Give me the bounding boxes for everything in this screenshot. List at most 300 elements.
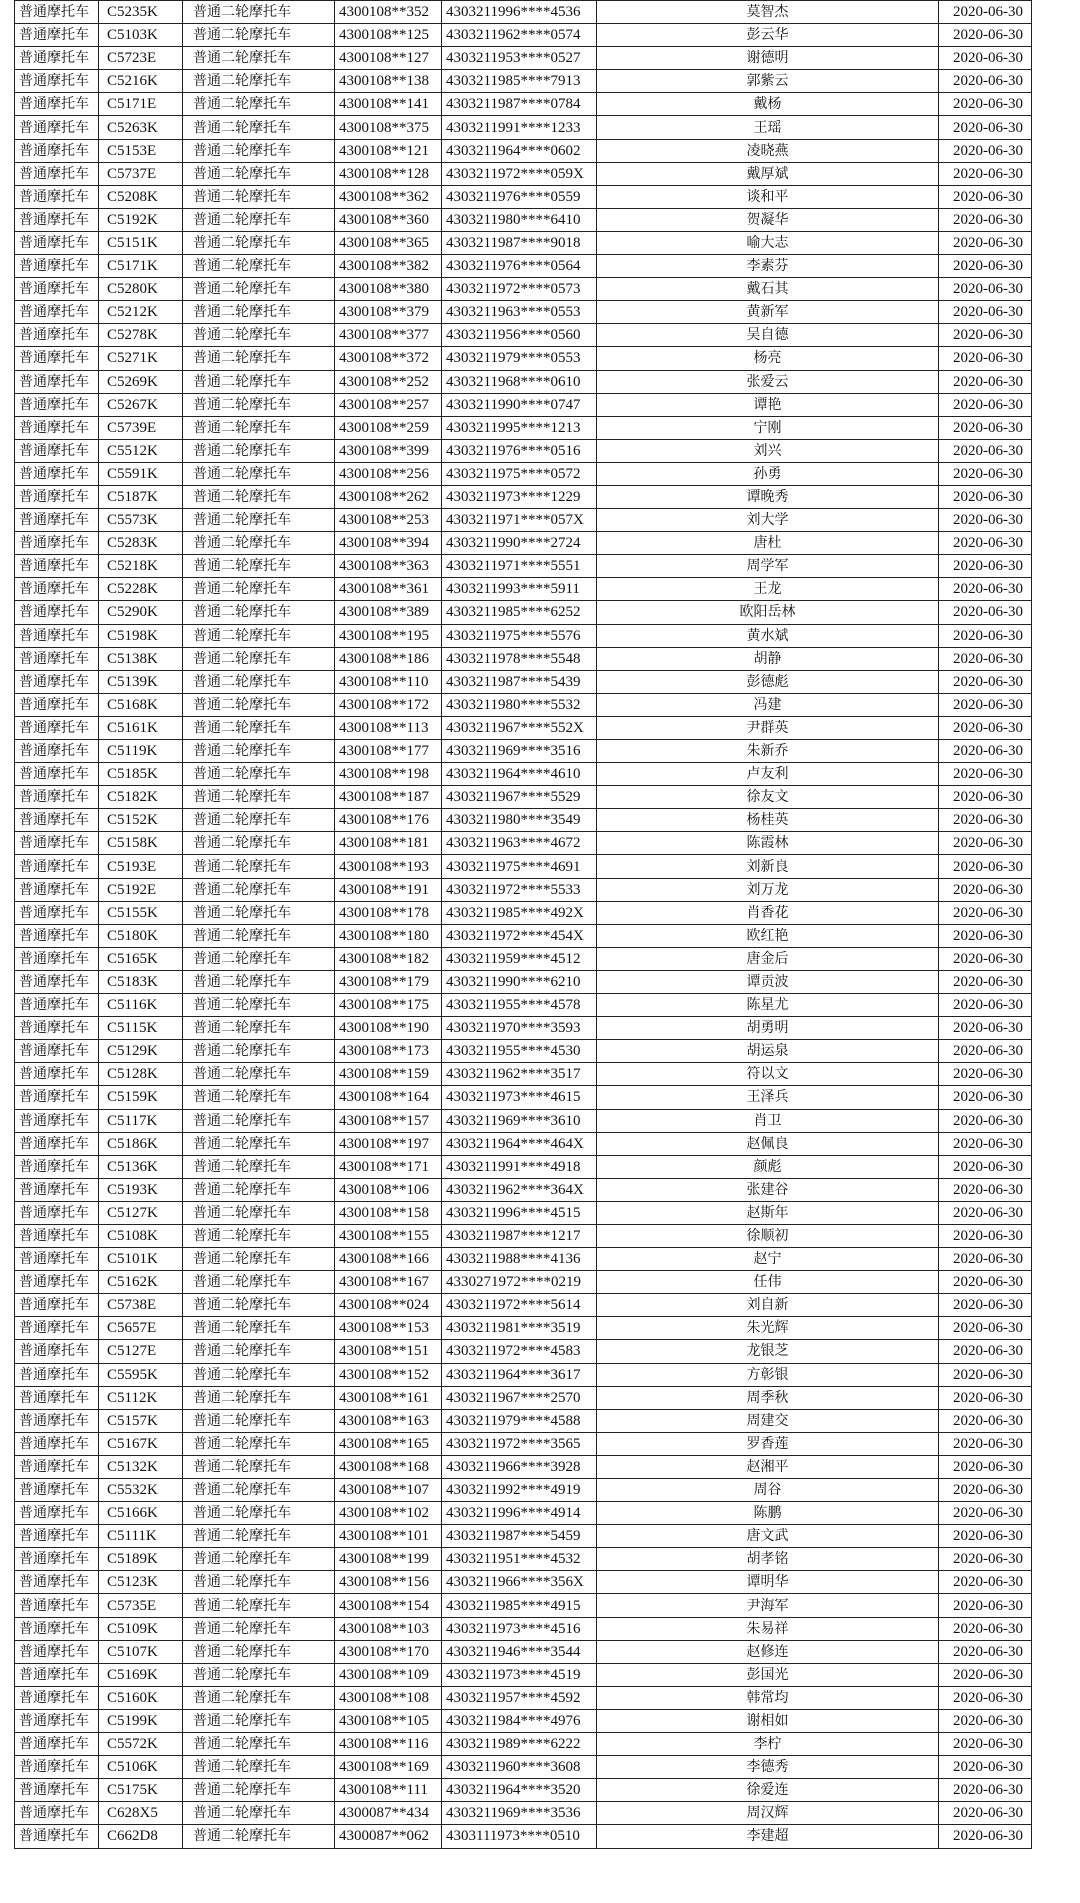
license-type-cell: 普通摩托车 — [15, 185, 99, 208]
license-number-cell: 4300108**106 — [335, 1178, 442, 1201]
license-type-cell: 普通摩托车 — [15, 509, 99, 532]
table-row — [15, 1548, 1032, 1571]
id-number-cell: 4303211971****5551 — [442, 555, 597, 578]
vehicle-class-cell: 普通二轮摩托车 — [183, 1363, 335, 1386]
id-number-cell: 4303211964****3617 — [442, 1363, 597, 1386]
exam-code-cell: C5106K — [99, 1756, 183, 1779]
date-cell: 2020-06-30 — [939, 947, 1032, 970]
table-row — [15, 416, 1032, 439]
table-row — [15, 832, 1032, 855]
exam-code-cell: C5198K — [99, 624, 183, 647]
license-type-cell: 普通摩托车 — [15, 740, 99, 763]
id-number-cell: 4303211970****3593 — [442, 1017, 597, 1040]
date-cell: 2020-06-30 — [939, 786, 1032, 809]
date-cell: 2020-06-30 — [939, 1802, 1032, 1825]
date-cell: 2020-06-30 — [939, 1271, 1032, 1294]
exam-code-cell: C5109K — [99, 1617, 183, 1640]
person-name-cell: 张爱云 — [597, 370, 939, 393]
license-number-cell: 4300108**024 — [335, 1294, 442, 1317]
license-type-cell: 普通摩托车 — [15, 93, 99, 116]
license-number-cell: 4300108**180 — [335, 924, 442, 947]
date-cell: 2020-06-30 — [939, 578, 1032, 601]
license-number-cell: 4300108**165 — [335, 1432, 442, 1455]
license-number-cell: 4300108**178 — [335, 901, 442, 924]
vehicle-class-cell: 普通二轮摩托车 — [183, 93, 335, 116]
table-row — [15, 1340, 1032, 1363]
license-type-cell: 普通摩托车 — [15, 1294, 99, 1317]
id-number-cell: 4303211996****4515 — [442, 1201, 597, 1224]
page-edge — [1076, 0, 1080, 1903]
person-name-cell: 赵修连 — [597, 1640, 939, 1663]
id-number-cell: 4303211956****0560 — [442, 324, 597, 347]
license-type-cell: 普通摩托车 — [15, 24, 99, 47]
date-cell: 2020-06-30 — [939, 1525, 1032, 1548]
person-name-cell: 徐顺初 — [597, 1224, 939, 1247]
exam-code-cell: C5129K — [99, 1040, 183, 1063]
person-name-cell: 胡静 — [597, 647, 939, 670]
license-type-cell: 普通摩托车 — [15, 670, 99, 693]
id-number-cell: 4303111973****0510 — [442, 1825, 597, 1848]
id-number-cell: 4303211980****3549 — [442, 809, 597, 832]
exam-code-cell: C5123K — [99, 1571, 183, 1594]
date-cell: 2020-06-30 — [939, 1733, 1032, 1756]
id-number-cell: 4303211962****3517 — [442, 1063, 597, 1086]
date-cell: 2020-06-30 — [939, 832, 1032, 855]
license-type-cell: 普通摩托车 — [15, 1479, 99, 1502]
person-name-cell: 刘万龙 — [597, 878, 939, 901]
id-number-cell: 4303211990****6210 — [442, 970, 597, 993]
license-type-cell: 普通摩托车 — [15, 1548, 99, 1571]
vehicle-class-cell: 普通二轮摩托车 — [183, 1733, 335, 1756]
table-row — [15, 1756, 1032, 1779]
table-row — [15, 763, 1032, 786]
person-name-cell: 刘自新 — [597, 1294, 939, 1317]
vehicle-class-cell: 普通二轮摩托车 — [183, 24, 335, 47]
exam-code-cell: C5115K — [99, 1017, 183, 1040]
id-number-cell: 4303211979****4588 — [442, 1409, 597, 1432]
person-name-cell: 吴自德 — [597, 324, 939, 347]
exam-code-cell: C5155K — [99, 901, 183, 924]
person-name-cell: 陈霞林 — [597, 832, 939, 855]
exam-code-cell: C5139K — [99, 670, 183, 693]
person-name-cell: 陈鹏 — [597, 1502, 939, 1525]
id-number-cell: 4303211979****0553 — [442, 347, 597, 370]
exam-code-cell: C5290K — [99, 601, 183, 624]
exam-code-cell: C5182K — [99, 786, 183, 809]
exam-code-cell: C5199K — [99, 1709, 183, 1732]
table-row — [15, 693, 1032, 716]
vehicle-class-cell: 普通二轮摩托车 — [183, 1432, 335, 1455]
table-row — [15, 139, 1032, 162]
license-number-cell: 4300108**166 — [335, 1248, 442, 1271]
date-cell: 2020-06-30 — [939, 1040, 1032, 1063]
table-row — [15, 393, 1032, 416]
table-row — [15, 1386, 1032, 1409]
person-name-cell: 符以文 — [597, 1063, 939, 1086]
exam-code-cell: C5112K — [99, 1386, 183, 1409]
license-type-cell: 普通摩托车 — [15, 647, 99, 670]
vehicle-class-cell: 普通二轮摩托车 — [183, 947, 335, 970]
vehicle-class-cell: 普通二轮摩托车 — [183, 1340, 335, 1363]
person-name-cell: 刘大学 — [597, 509, 939, 532]
vehicle-class-cell: 普通二轮摩托车 — [183, 1455, 335, 1478]
table-row — [15, 1686, 1032, 1709]
license-type-cell: 普通摩托车 — [15, 1386, 99, 1409]
id-number-cell: 4303211989****6222 — [442, 1733, 597, 1756]
table-row — [15, 1201, 1032, 1224]
exam-code-cell: C5193E — [99, 855, 183, 878]
table-row — [15, 162, 1032, 185]
date-cell: 2020-06-30 — [939, 809, 1032, 832]
license-type-cell: 普通摩托车 — [15, 1779, 99, 1802]
license-number-cell: 4300108**164 — [335, 1086, 442, 1109]
id-number-cell: 4303211946****3544 — [442, 1640, 597, 1663]
date-cell: 2020-06-30 — [939, 1432, 1032, 1455]
person-name-cell: 肖卫 — [597, 1109, 939, 1132]
exam-code-cell: C5269K — [99, 370, 183, 393]
table-row — [15, 1502, 1032, 1525]
person-name-cell: 彭云华 — [597, 24, 939, 47]
vehicle-class-cell: 普通二轮摩托车 — [183, 1825, 335, 1848]
date-cell: 2020-06-30 — [939, 1363, 1032, 1386]
exam-code-cell: C5168K — [99, 693, 183, 716]
license-type-cell: 普通摩托车 — [15, 1640, 99, 1663]
license-number-cell: 4300108**193 — [335, 855, 442, 878]
license-number-cell: 4300108**253 — [335, 509, 442, 532]
table-row — [15, 1455, 1032, 1478]
vehicle-class-cell: 普通二轮摩托车 — [183, 1802, 335, 1825]
license-number-cell: 4300108**372 — [335, 347, 442, 370]
exam-code-cell: C5157K — [99, 1409, 183, 1432]
vehicle-class-cell: 普通二轮摩托车 — [183, 1594, 335, 1617]
date-cell: 2020-06-30 — [939, 647, 1032, 670]
license-type-cell: 普通摩托车 — [15, 924, 99, 947]
license-number-cell: 4300108**252 — [335, 370, 442, 393]
person-name-cell: 杨亮 — [597, 347, 939, 370]
table-row — [15, 1317, 1032, 1340]
person-name-cell: 周汉辉 — [597, 1802, 939, 1825]
license-number-cell: 4300108**127 — [335, 47, 442, 70]
table-row — [15, 901, 1032, 924]
id-number-cell: 4303211969****3516 — [442, 740, 597, 763]
license-number-cell: 4300108**156 — [335, 1571, 442, 1594]
table-row — [15, 208, 1032, 231]
person-name-cell: 谭贡波 — [597, 970, 939, 993]
table-row — [15, 740, 1032, 763]
exam-code-cell: C5532K — [99, 1479, 183, 1502]
license-type-cell: 普通摩托车 — [15, 347, 99, 370]
vehicle-class-cell: 普通二轮摩托车 — [183, 1224, 335, 1247]
license-number-cell: 4300108**141 — [335, 93, 442, 116]
license-type-cell: 普通摩托车 — [15, 301, 99, 324]
license-type-cell: 普通摩托车 — [15, 1340, 99, 1363]
id-number-cell: 4303211972****059X — [442, 162, 597, 185]
license-type-cell: 普通摩托车 — [15, 1432, 99, 1455]
id-number-cell: 4303211976****0559 — [442, 185, 597, 208]
person-name-cell: 黄新军 — [597, 301, 939, 324]
license-type-cell: 普通摩托车 — [15, 1271, 99, 1294]
vehicle-class-cell: 普通二轮摩托车 — [183, 855, 335, 878]
table-row — [15, 1733, 1032, 1756]
id-number-cell: 4303211985****7913 — [442, 70, 597, 93]
date-cell: 2020-06-30 — [939, 1640, 1032, 1663]
id-number-cell: 4303211991****4918 — [442, 1155, 597, 1178]
vehicle-class-cell: 普通二轮摩托车 — [183, 1132, 335, 1155]
vehicle-class-cell: 普通二轮摩托车 — [183, 763, 335, 786]
table-row — [15, 93, 1032, 116]
person-name-cell: 戴石其 — [597, 278, 939, 301]
exam-code-cell: C5193K — [99, 1178, 183, 1201]
date-cell: 2020-06-30 — [939, 509, 1032, 532]
date-cell: 2020-06-30 — [939, 139, 1032, 162]
license-number-cell: 4300108**113 — [335, 716, 442, 739]
license-type-cell: 普通摩托车 — [15, 1363, 99, 1386]
table-row — [15, 1571, 1032, 1594]
date-cell: 2020-06-30 — [939, 1155, 1032, 1178]
vehicle-class-cell: 普通二轮摩托车 — [183, 1525, 335, 1548]
license-type-cell: 普通摩托车 — [15, 116, 99, 139]
id-number-cell: 4303211968****0610 — [442, 370, 597, 393]
license-number-cell: 4300108**121 — [335, 139, 442, 162]
date-cell: 2020-06-30 — [939, 1663, 1032, 1686]
exam-code-cell: C5117K — [99, 1109, 183, 1132]
license-number-cell: 4300108**158 — [335, 1201, 442, 1224]
license-type-cell: 普通摩托车 — [15, 1571, 99, 1594]
exam-code-cell: C5127K — [99, 1201, 183, 1224]
exam-code-cell: C5739E — [99, 416, 183, 439]
table-row — [15, 185, 1032, 208]
id-number-cell: 4303211984****4976 — [442, 1709, 597, 1732]
table-row — [15, 601, 1032, 624]
person-name-cell: 龙银芝 — [597, 1340, 939, 1363]
license-number-cell: 4300108**175 — [335, 994, 442, 1017]
vehicle-class-cell: 普通二轮摩托车 — [183, 393, 335, 416]
vehicle-class-cell: 普通二轮摩托车 — [183, 509, 335, 532]
license-number-cell: 4300108**360 — [335, 208, 442, 231]
table-row — [15, 924, 1032, 947]
license-type-cell: 普通摩托车 — [15, 1086, 99, 1109]
table-row — [15, 809, 1032, 832]
vehicle-class-cell: 普通二轮摩托车 — [183, 716, 335, 739]
id-number-cell: 4303211985****6252 — [442, 601, 597, 624]
license-number-cell: 4300108**116 — [335, 1733, 442, 1756]
exam-code-cell: C5165K — [99, 947, 183, 970]
exam-code-cell: C5267K — [99, 393, 183, 416]
exam-code-cell: C5263K — [99, 116, 183, 139]
date-cell: 2020-06-30 — [939, 994, 1032, 1017]
table-row — [15, 1224, 1032, 1247]
person-name-cell: 王瑶 — [597, 116, 939, 139]
license-type-cell: 普通摩托车 — [15, 832, 99, 855]
id-number-cell: 4303211967****2570 — [442, 1386, 597, 1409]
vehicle-class-cell: 普通二轮摩托车 — [183, 439, 335, 462]
exam-code-cell: C5108K — [99, 1224, 183, 1247]
id-number-cell: 4303211964****464X — [442, 1132, 597, 1155]
table-row — [15, 1525, 1032, 1548]
table-row — [15, 47, 1032, 70]
vehicle-class-cell: 普通二轮摩托车 — [183, 878, 335, 901]
person-name-cell: 谢相如 — [597, 1709, 939, 1732]
table-row — [15, 1086, 1032, 1109]
table-row — [15, 1617, 1032, 1640]
exam-code-cell: C5151K — [99, 231, 183, 254]
exam-code-cell: C662D8 — [99, 1825, 183, 1848]
license-number-cell: 4300108**172 — [335, 693, 442, 716]
date-cell: 2020-06-30 — [939, 24, 1032, 47]
person-name-cell: 戴厚斌 — [597, 162, 939, 185]
license-type-cell: 普通摩托车 — [15, 1502, 99, 1525]
exam-code-cell: C5192E — [99, 878, 183, 901]
license-number-cell: 4300108**394 — [335, 532, 442, 555]
id-number-cell: 4303211963****0553 — [442, 301, 597, 324]
vehicle-class-cell: 普通二轮摩托车 — [183, 347, 335, 370]
id-number-cell: 4303211980****5532 — [442, 693, 597, 716]
vehicle-class-cell: 普通二轮摩托车 — [183, 116, 335, 139]
table-row — [15, 1271, 1032, 1294]
license-number-cell: 4300108**375 — [335, 116, 442, 139]
license-number-cell: 4300087**434 — [335, 1802, 442, 1825]
vehicle-class-cell: 普通二轮摩托车 — [183, 578, 335, 601]
person-name-cell: 贺凝华 — [597, 208, 939, 231]
license-type-cell: 普通摩托车 — [15, 601, 99, 624]
license-type-cell: 普通摩托车 — [15, 693, 99, 716]
table-row — [15, 1063, 1032, 1086]
exam-code-cell: C5738E — [99, 1294, 183, 1317]
date-cell: 2020-06-30 — [939, 485, 1032, 508]
id-number-cell: 4303211987****5439 — [442, 670, 597, 693]
person-name-cell: 唐杜 — [597, 532, 939, 555]
license-number-cell: 4300108**157 — [335, 1109, 442, 1132]
license-type-cell: 普通摩托车 — [15, 855, 99, 878]
table-row — [15, 1479, 1032, 1502]
exam-code-cell: C5657E — [99, 1317, 183, 1340]
person-name-cell: 李柠 — [597, 1733, 939, 1756]
license-type-cell: 普通摩托车 — [15, 1825, 99, 1848]
person-name-cell: 周谷 — [597, 1479, 939, 1502]
license-type-cell: 普通摩托车 — [15, 1017, 99, 1040]
vehicle-class-cell: 普通二轮摩托车 — [183, 624, 335, 647]
date-cell: 2020-06-30 — [939, 324, 1032, 347]
license-type-cell: 普通摩托车 — [15, 624, 99, 647]
person-name-cell: 尹海军 — [597, 1594, 939, 1617]
license-number-cell: 4300108**182 — [335, 947, 442, 970]
person-name-cell: 李德秀 — [597, 1756, 939, 1779]
person-name-cell: 赵佩良 — [597, 1132, 939, 1155]
person-name-cell: 黄水斌 — [597, 624, 939, 647]
license-type-cell: 普通摩托车 — [15, 1756, 99, 1779]
license-number-cell: 4300108**380 — [335, 278, 442, 301]
table-row — [15, 485, 1032, 508]
id-number-cell: 4303211972****5533 — [442, 878, 597, 901]
license-number-cell: 4300108**361 — [335, 578, 442, 601]
exam-code-cell: C5208K — [99, 185, 183, 208]
table-row — [15, 1409, 1032, 1432]
vehicle-class-cell: 普通二轮摩托车 — [183, 70, 335, 93]
id-number-cell: 4303211955****4530 — [442, 1040, 597, 1063]
vehicle-class-cell: 普通二轮摩托车 — [183, 370, 335, 393]
date-cell: 2020-06-30 — [939, 162, 1032, 185]
license-type-cell: 普通摩托车 — [15, 1317, 99, 1340]
license-number-cell: 4300108**177 — [335, 740, 442, 763]
exam-code-cell: C5167K — [99, 1432, 183, 1455]
id-number-cell: 4303211991****1233 — [442, 116, 597, 139]
vehicle-class-cell: 普通二轮摩托车 — [183, 994, 335, 1017]
date-cell: 2020-06-30 — [939, 924, 1032, 947]
date-cell: 2020-06-30 — [939, 1386, 1032, 1409]
person-name-cell: 宁刚 — [597, 416, 939, 439]
exam-code-cell: C5187K — [99, 485, 183, 508]
id-number-cell: 4303211972****5614 — [442, 1294, 597, 1317]
table-row — [15, 786, 1032, 809]
date-cell: 2020-06-30 — [939, 185, 1032, 208]
table-body — [15, 1, 1032, 1849]
license-type-cell: 普通摩托车 — [15, 485, 99, 508]
table-row — [15, 878, 1032, 901]
vehicle-class-cell: 普通二轮摩托车 — [183, 1479, 335, 1502]
license-type-cell: 普通摩托车 — [15, 1733, 99, 1756]
table-row — [15, 947, 1032, 970]
table-row — [15, 624, 1032, 647]
license-type-cell: 普通摩托车 — [15, 1, 99, 24]
person-name-cell: 徐爱连 — [597, 1779, 939, 1802]
person-name-cell: 周季秋 — [597, 1386, 939, 1409]
license-number-cell: 4300108**173 — [335, 1040, 442, 1063]
date-cell: 2020-06-30 — [939, 740, 1032, 763]
license-type-cell: 普通摩托车 — [15, 716, 99, 739]
id-number-cell: 4303211972****3565 — [442, 1432, 597, 1455]
vehicle-class-cell: 普通二轮摩托车 — [183, 278, 335, 301]
person-name-cell: 赵宁 — [597, 1248, 939, 1271]
exam-code-cell: C5185K — [99, 763, 183, 786]
exam-code-cell: C5595K — [99, 1363, 183, 1386]
person-name-cell: 胡孝铭 — [597, 1548, 939, 1571]
license-number-cell: 4300108**155 — [335, 1224, 442, 1247]
vehicle-class-cell: 普通二轮摩托车 — [183, 786, 335, 809]
license-number-cell: 4300108**167 — [335, 1271, 442, 1294]
table-row — [15, 255, 1032, 278]
date-cell: 2020-06-30 — [939, 439, 1032, 462]
person-name-cell: 张建谷 — [597, 1178, 939, 1201]
table-row — [15, 347, 1032, 370]
id-number-cell: 4303211990****0747 — [442, 393, 597, 416]
license-number-cell: 4300108**102 — [335, 1502, 442, 1525]
table-row — [15, 1155, 1032, 1178]
vehicle-class-cell: 普通二轮摩托车 — [183, 1386, 335, 1409]
vehicle-class-cell: 普通二轮摩托车 — [183, 1409, 335, 1432]
person-name-cell: 胡勇明 — [597, 1017, 939, 1040]
vehicle-class-cell: 普通二轮摩托车 — [183, 1779, 335, 1802]
license-type-cell: 普通摩托车 — [15, 878, 99, 901]
person-name-cell: 周建交 — [597, 1409, 939, 1432]
vehicle-class-cell: 普通二轮摩托车 — [183, 139, 335, 162]
date-cell: 2020-06-30 — [939, 1086, 1032, 1109]
date-cell: 2020-06-30 — [939, 1017, 1032, 1040]
license-number-cell: 4300108**169 — [335, 1756, 442, 1779]
license-type-cell: 普通摩托车 — [15, 763, 99, 786]
license-number-cell: 4300108**198 — [335, 763, 442, 786]
license-number-cell: 4300108**109 — [335, 1663, 442, 1686]
license-type-cell: 普通摩托车 — [15, 994, 99, 1017]
license-type-cell: 普通摩托车 — [15, 208, 99, 231]
id-number-cell: 4303211959****4512 — [442, 947, 597, 970]
vehicle-class-cell: 普通二轮摩托车 — [183, 1686, 335, 1709]
id-number-cell: 4303211964****0602 — [442, 139, 597, 162]
license-type-cell: 普通摩托车 — [15, 947, 99, 970]
vehicle-class-cell: 普通二轮摩托车 — [183, 601, 335, 624]
license-type-cell: 普通摩托车 — [15, 278, 99, 301]
vehicle-class-cell: 普通二轮摩托车 — [183, 1502, 335, 1525]
license-type-cell: 普通摩托车 — [15, 1063, 99, 1086]
